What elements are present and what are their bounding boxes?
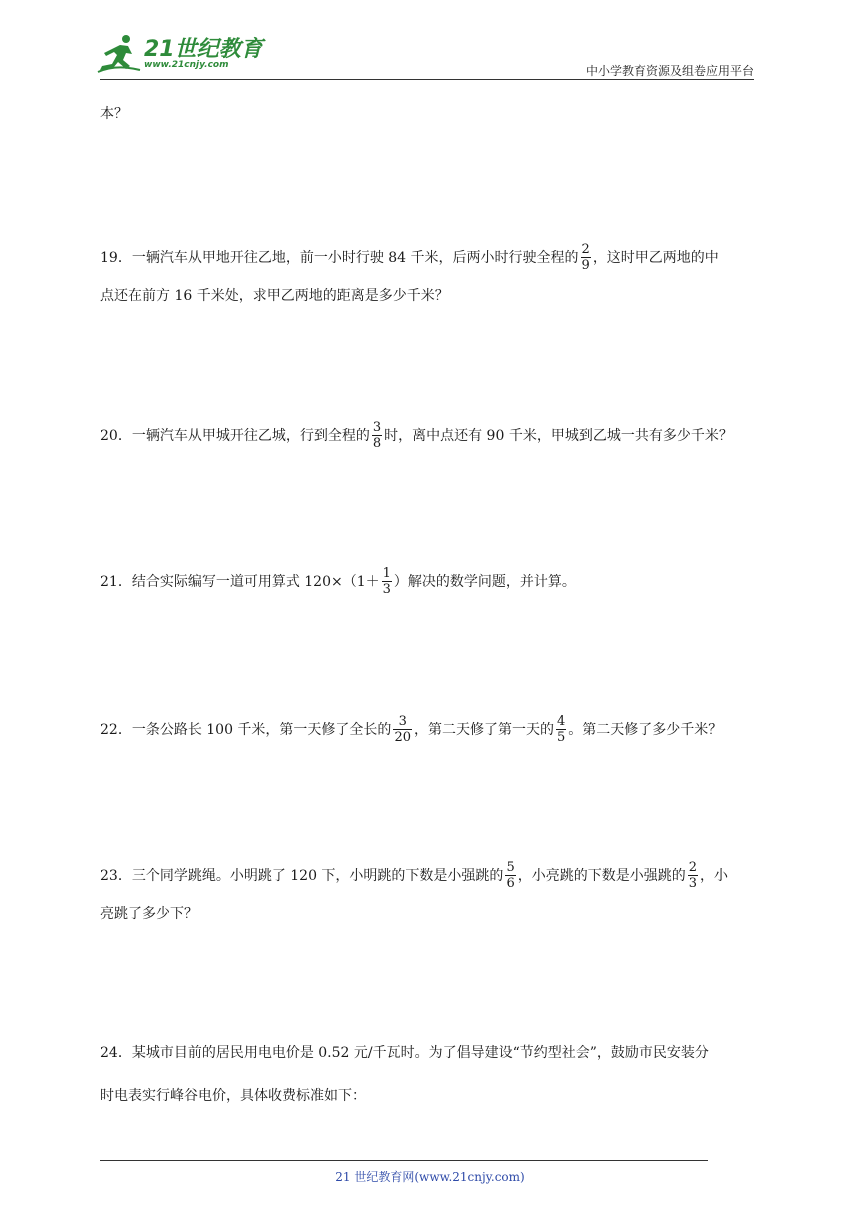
question-23-text-b: ，小亮跳的下数是小强跳的 — [517, 868, 686, 884]
question-20-line-1 — [100, 408, 760, 462]
fraction-denominator: 9 — [581, 257, 590, 273]
previous-question-tail: 本？ — [100, 106, 128, 122]
logo — [96, 34, 266, 76]
question-21-text-a: 21．结合实际编写一道可用算式 120×（1＋ — [100, 574, 380, 590]
question-19-text-b: ，这时甲乙两地的中 — [592, 250, 719, 266]
question-22-text-b: ，第二天修了第一天的 — [413, 722, 554, 738]
fraction-numerator: 1 — [382, 565, 391, 581]
question-21 — [100, 554, 760, 608]
question-23-line-2: 亮跳了多少下？ — [100, 906, 198, 922]
fraction-numerator: 5 — [506, 859, 515, 875]
logo-text: 21世纪教育 — [144, 37, 263, 62]
footer-text[interactable]: 21 世纪教育网(www.21cnjy.com) — [335, 1170, 525, 1184]
fraction-numerator: 3 — [398, 713, 407, 729]
runner-logo-icon — [96, 34, 142, 76]
question-19 — [100, 230, 760, 306]
fraction-numerator: 4 — [556, 713, 566, 729]
fraction-3-20 — [393, 714, 412, 745]
question-22 — [100, 702, 760, 756]
question-19-line-2: 点还在前方 16 千米处，求甲乙两地的距离是多少千米？ — [100, 288, 449, 304]
fraction-denominator: 3 — [688, 875, 697, 891]
header-title: 中小学教育资源及组卷应用平台 — [585, 64, 754, 78]
question-24 — [100, 1040, 760, 1107]
fraction-denominator: 6 — [506, 875, 515, 891]
question-21-line-1 — [100, 554, 760, 608]
fraction-numerator: 2 — [581, 241, 590, 257]
question-24-line-1: 24．某城市目前的居民用电电价是 0.52 元/千瓦时。为了倡导建设“节约型社会”，鼓励市民安装分 — [100, 1045, 709, 1061]
page-header — [0, 0, 860, 80]
question-23 — [100, 848, 760, 924]
question-20-text-b: 时，离中点还有 90 千米，甲城到乙城一共有多少千米？ — [384, 428, 733, 444]
question-22-line-1 — [100, 702, 760, 756]
header-divider — [100, 79, 754, 80]
fraction-numerator: 2 — [688, 859, 697, 875]
question-23-line-1 — [100, 848, 760, 902]
question-19-line-1 — [100, 230, 760, 284]
fraction-1-3 — [382, 566, 392, 597]
fraction-4-5 — [556, 714, 566, 745]
question-24-line-2: 时电表实行峰谷电价，具体收费标准如下： — [100, 1088, 366, 1104]
fraction-denominator: 3 — [382, 581, 391, 597]
question-23-text-a: 23．三个同学跳绳。小明跳了 120 下，小明跳的下数是小强跳的 — [100, 868, 504, 884]
fraction-numerator: 3 — [372, 419, 382, 435]
fraction-2-3 — [688, 860, 698, 891]
question-20-text-a: 20．一辆汽车从甲城开往乙城，行到全程的 — [100, 428, 370, 444]
question-23-text-c: ，小 — [700, 868, 728, 884]
question-20 — [100, 408, 760, 462]
fraction-denominator: 20 — [394, 729, 411, 745]
question-22-text-c: 。第二天修了多少千米？ — [568, 722, 723, 738]
fraction-3-8 — [372, 420, 382, 451]
logo-url: www.21cnjy.com — [144, 60, 229, 70]
fraction-2-9 — [581, 242, 591, 273]
fraction-denominator: 8 — [372, 435, 382, 451]
footer-divider — [100, 1160, 708, 1161]
fraction-denominator: 5 — [556, 729, 566, 745]
fraction-5-6 — [505, 860, 515, 891]
question-22-text-a: 22．一条公路长 100 千米，第一天修了全长的 — [100, 722, 392, 738]
question-19-text-a: 19．一辆汽车从甲地开往乙地，前一小时行驶 84 千米，后两小时行驶全程的 — [100, 250, 579, 266]
question-21-text-b: ）解决的数学问题，并计算。 — [393, 574, 576, 590]
